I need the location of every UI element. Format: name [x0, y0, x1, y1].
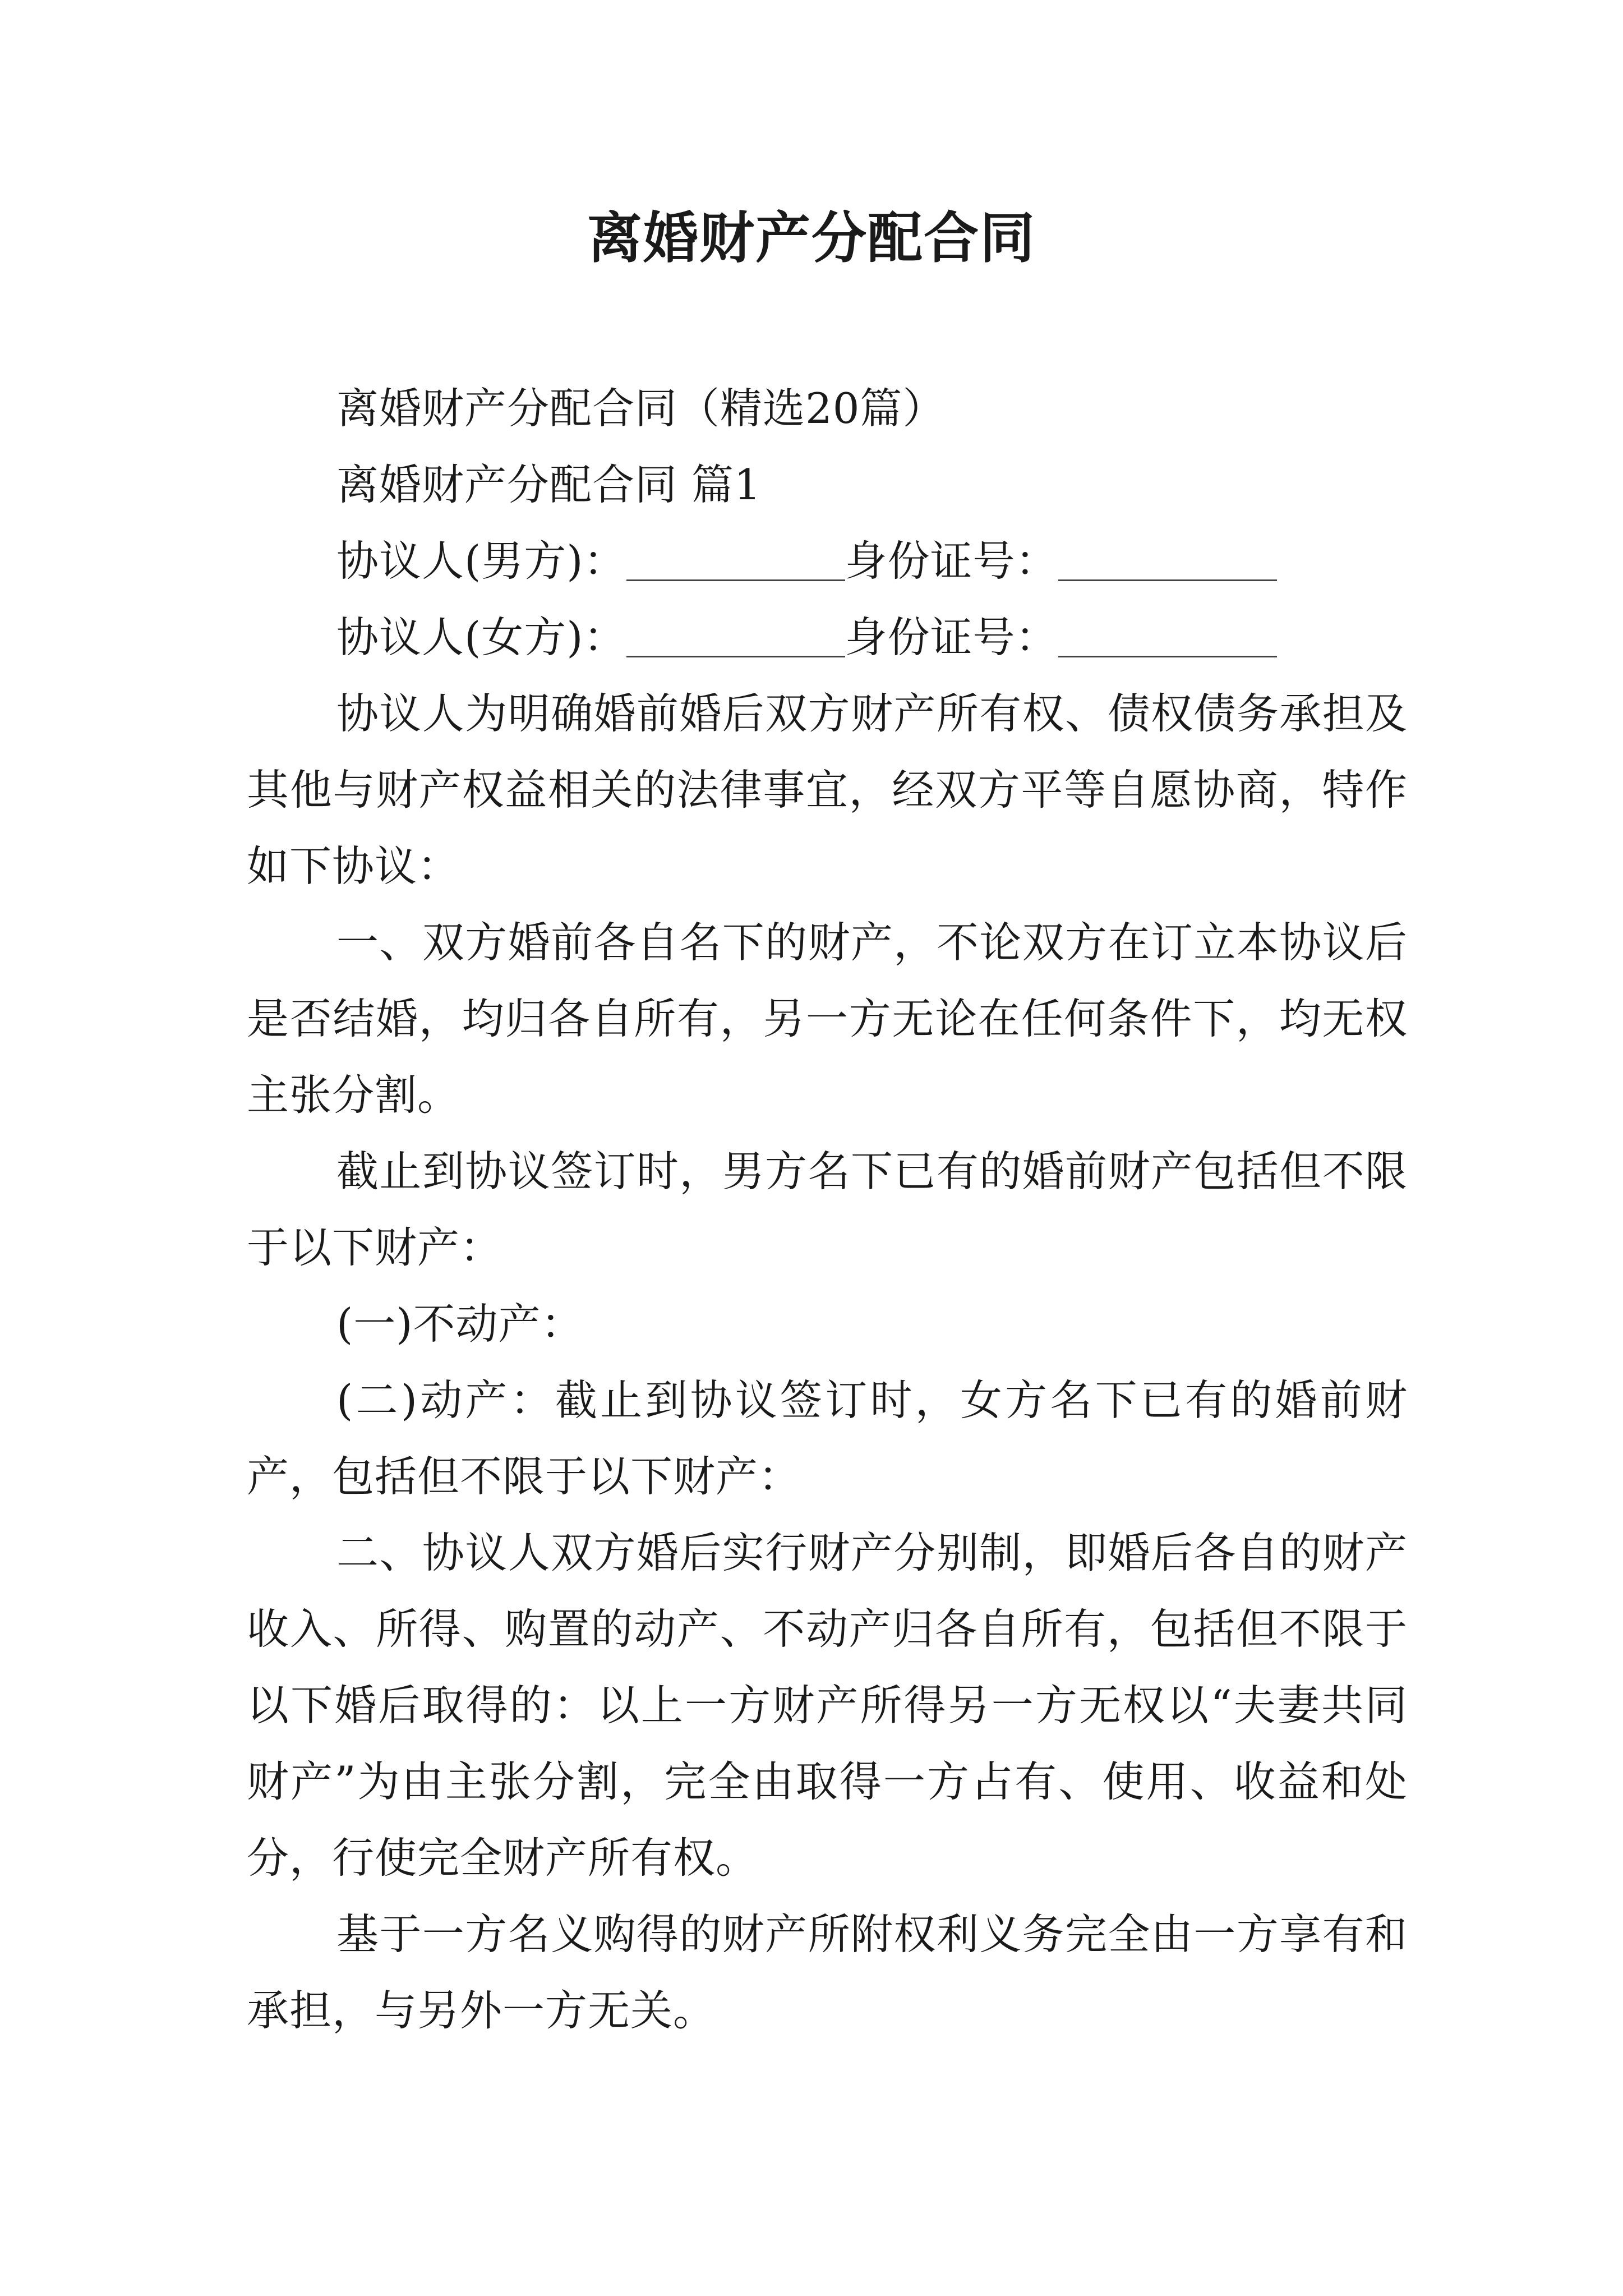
party-male-id-label: 身份证号： — [845, 536, 1058, 586]
paragraph-movables: (二)动产：截止到协议签订时，女方名下已有的婚前财产，包括但不限于以下财产： — [247, 1375, 1408, 1501]
document-title: 离婚财产分配合同 — [587, 206, 1036, 270]
party-male-id-blank — [1058, 577, 1277, 581]
party-male-name-blank — [626, 577, 845, 581]
party-female-id-blank — [1058, 654, 1277, 657]
document-body — [247, 370, 1408, 2049]
paragraph-clause-1: 一、双方婚前各自名下的财产，不论双方在订立本协议后是否结婚，均归各自所有，另一方无论在任何条件下，均无权主张分割。 — [247, 918, 1408, 1120]
paragraph-male-premarital: 截止到协议签订时，男方名下已有的婚前财产包括但不限于以下财产： — [247, 1147, 1408, 1272]
paragraph-preamble: 协议人为明确婚前婚后双方财产所有权、债权债务承担及其他与财产权益相关的法律事宜，经双方平等自愿协商，特作如下协议： — [247, 689, 1408, 891]
paragraph-rights-obligations: 基于一方名义购得的财产所附权利义务完全由一方享有和承担，与另外一方无关。 — [247, 1910, 1408, 2035]
section-heading: 离婚财产分配合同 篇1 — [336, 460, 762, 509]
party-female-line — [247, 599, 1408, 675]
paragraph-real-estate: (一)不动产： — [336, 1299, 584, 1349]
party-female-id-label: 身份证号： — [845, 613, 1058, 662]
party-female-label: 协议人(女方)： — [336, 613, 626, 662]
party-female-name-blank — [626, 654, 845, 657]
subtitle: 离婚财产分配合同（精选20篇） — [336, 384, 946, 433]
party-male-label: 协议人(男方)： — [336, 536, 626, 586]
paragraph-clause-2: 二、协议人双方婚后实行财产分别制，即婚后各自的财产收入、所得、购置的动产、不动产归各自所有，包括但不限于以下婚后取得的：以上一方财产所得另一方无权以“夫妻共同财产”为由主张分割，完全由取得一方占有、使用、收益和处分，行使完全财产所有权。 — [247, 1528, 1408, 1883]
party-male-line — [247, 523, 1408, 599]
